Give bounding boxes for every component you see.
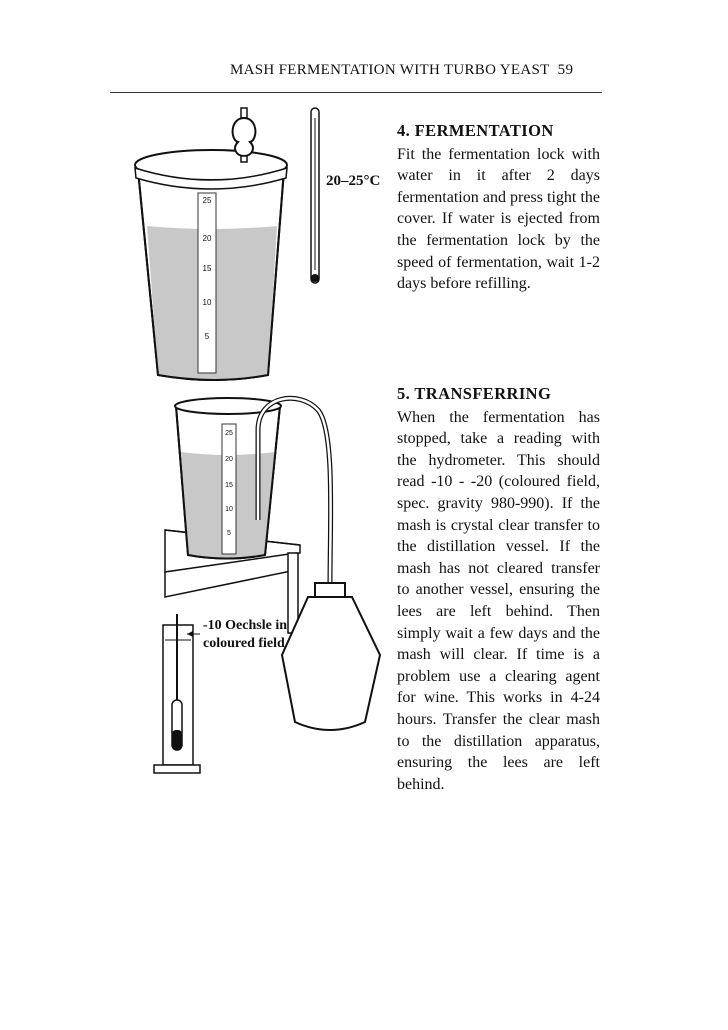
thermometer-icon — [311, 108, 319, 283]
section-body: When the fermentation has stopped, take a reading with the hydrometer. This should read -10 - -20 (coloured field, spec. gravity 980-990). If the mash is crystal clear transfer to the distillation vessel. If the mash has not cleared transfer to another vessel, ensuring the lees are left behind. Then simply wait a few days and the mash will clear. If time is a problem use a clearing agent for wine. This works in 4-24 hours. Transfer the clear mash to the distillation apparatus, ensuring the lees are left behind. — [397, 408, 600, 793]
scale-mark: 20 — [225, 456, 233, 463]
section-fermentation — [397, 120, 600, 295]
section-heading: 4. FERMENTATION — [397, 121, 554, 140]
fermentation-bucket-figure — [135, 108, 319, 380]
scale-mark: 15 — [225, 482, 233, 489]
hydrometer-label: -10 Oechsle in coloured field — [203, 618, 287, 651]
header-title: MASH FERMENTATION WITH TURBO YEAST — [230, 62, 550, 78]
section-heading: 5. TRANSFERRING — [397, 384, 552, 403]
scale-mark: 5 — [204, 332, 210, 341]
scale-mark: 25 — [225, 430, 233, 437]
section-transferring — [397, 383, 600, 795]
hydrometer-icon — [154, 614, 200, 773]
scale-mark: 20 — [202, 234, 212, 243]
page-number: 59 — [557, 62, 574, 78]
scale-mark: 10 — [202, 298, 212, 307]
section-body: Fit the fermentation lock with water in it after 2 days fermentation and press tight the cover. If water is ejected from the fermentation lock by the speed of fermentation, wait 1-2 days before refilling. — [397, 145, 600, 293]
scale-mark: 10 — [225, 506, 233, 513]
scale-mark: 25 — [202, 196, 212, 205]
scale-mark: 15 — [202, 264, 212, 273]
scale-mark: 5 — [227, 530, 231, 537]
temperature-label: 20–25°C — [326, 173, 381, 189]
transfer-figure — [154, 398, 380, 773]
